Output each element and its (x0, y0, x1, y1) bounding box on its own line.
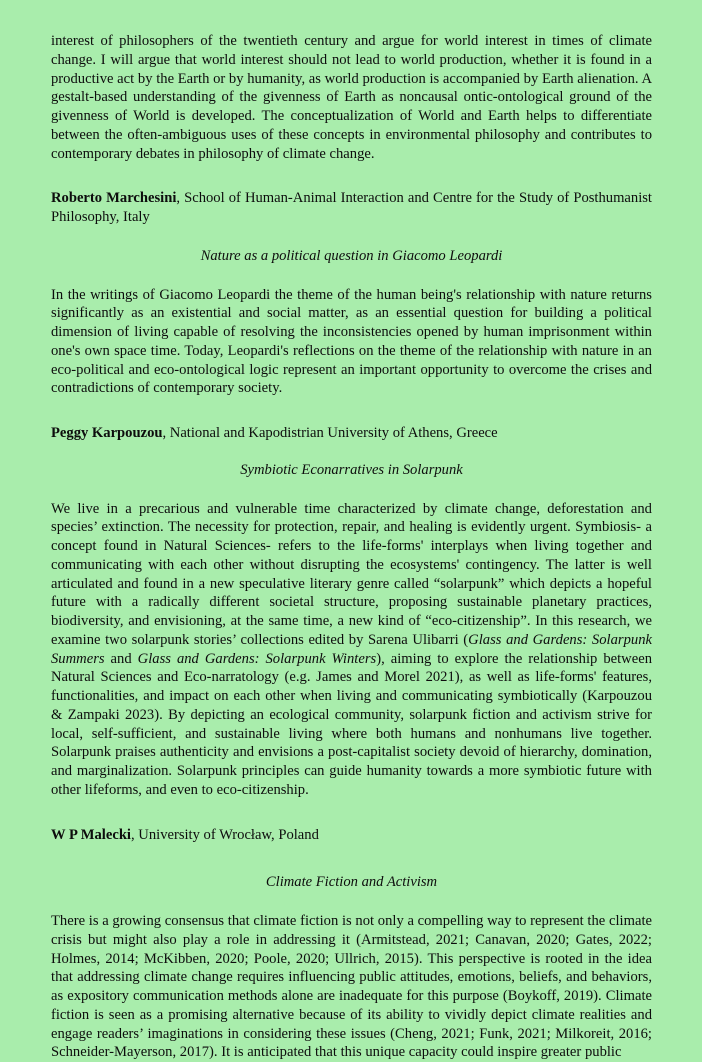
title-spacer (51, 844, 652, 873)
author-affiliation-line (51, 424, 652, 443)
title-spacer (51, 227, 652, 247)
abstract-spacer (51, 892, 652, 912)
talk-title: Nature as a political question in Giacomo Leopardi (200, 247, 503, 264)
abstract-spacer (51, 266, 652, 286)
author-affiliation-line (51, 189, 652, 227)
author-affiliation: , University of Wrocław, Poland (131, 826, 319, 843)
abstract-text-part-1: We live in a precarious and vulnerable time characterized by climate change, deforestation and species’ extinction. The necessity for protection, repair, and healing is evidently urgent. Symbiosis- a concept found in Natural Sciences- refers to the life-forms' interplays when living together and communicating with each other without disrupting the ecosystems' contingency. The latter is well articulated and found in a new speculative literary genre called “solarpunk” which depicts a hopeful future with a radically different societal structure, proposing sustainable planetary practices, biodiversity, and envisioning, at the same time, a new kind of “eco-citizenship”. In this research, we examine two solarpunk stories’ collections edited by Sarena Ulibarri ( (51, 500, 652, 648)
book-title-second: Glass and Gardens: Solarpunk Winters (137, 650, 377, 667)
abstract-paragraph: There is a growing consensus that climate fiction is not only a compelling way to represent the climate crisis but might also play a role in addressing it (Armitstead, 2021; Canavan, 2020; Gates, 2022; Holmes, 2014; McKibben, 2020; Poole, 2020; Ullrich, 2015). This perspective is rooted in the idea that addressing climate change requires influencing public attitudes, emotions, beliefs, and behaviors, as expository communication methods alone are inadequate for this purpose (Boykoff, 2019). Climate fiction is seen as a promising alternative because of its ability to vividly depict climate realities and engage readers’ imaginations in considering these issues (Cheng, 2021; Funk, 2021; Milkoreit, 2016; Schneider-Mayerson, 2017). It is anticipated that this unique capacity could inspire greater public (51, 913, 652, 1061)
abstract-paragraph: In the writings of Giacomo Leopardi the theme of the human being's relationship with nature returns significantly as an existential and social matter, as an essential question for building a political dimension of living capable of resolving the inconsistencies opened by human imprisonment within one's own space time. Today, Leopardi's reflections on the theme of the relationship with nature in an eco-political and eco-ontological logic represent an important opportunity to overcome the crises and contradictions of contemporary society. (51, 286, 652, 397)
abstract-paragraph-continuation: interest of philosophers of the twentieth century and argue for world interest in times of climate change. I will argue that world interest should not lead to world production, whether it is found in a productive act by the Earth or by humanity, as world production is accompanied by Earth alienation. A gestalt-based understanding of the givenness of Earth as noncausal ontic-ontological ground of the givenness of World is developed. The conceptualization of World and Earth helps to differentiate between the often-ambiguous uses of these concepts in environmental philosophy and contributes to contemporary debates in philosophy of climate change. (51, 33, 652, 162)
abstract-text-part-2: and (104, 650, 138, 667)
book-title-first: Glass and Gardens: Solarpunk Summers (51, 631, 652, 667)
abstract-text-part-3: ), aiming to explore the relationship between Natural Sciences and Eco-narratology (e.g. James and Morel 2021), as well as life-forms' features, functionalities, and impact on each other when living and communicating symbiotically (Karpouzou & Zampaki 2023). By depicting an ecological community, solarpunk fiction and activism strive for local, self-sufficient, and sustainable living where both humans and nonhumans live together. Solarpunk praises authenticity and envisions a post-capitalist society devoid of hierarchy, domination, and marginalization. Solarpunk principles can guide humanity towards a more symbiotic future with other lifeforms, and even to eco-citizenship. (51, 650, 653, 798)
author-affiliation: , National and Kapodistrian University of Athens, Greece (162, 425, 498, 441)
author-affiliation-line (51, 826, 652, 845)
abstract-paragraph (51, 500, 652, 800)
author-name: W P Malecki (51, 826, 131, 843)
section-spacer (51, 800, 652, 826)
section-spacer (51, 398, 652, 424)
author-name: Peggy Karpouzou (51, 425, 163, 441)
author-name: Roberto Marchesini (51, 190, 177, 207)
talk-title: Climate Fiction and Activism (265, 874, 438, 891)
abstract-spacer (51, 480, 652, 500)
talk-title: Symbiotic Econarratives in Solarpunk (240, 461, 463, 478)
title-spacer (51, 443, 652, 461)
section-spacer (51, 163, 652, 189)
author-affiliation: , School of Human-Animal Interaction and Centre for the Study of Posthumanist Philosophy, Italy (51, 190, 652, 225)
